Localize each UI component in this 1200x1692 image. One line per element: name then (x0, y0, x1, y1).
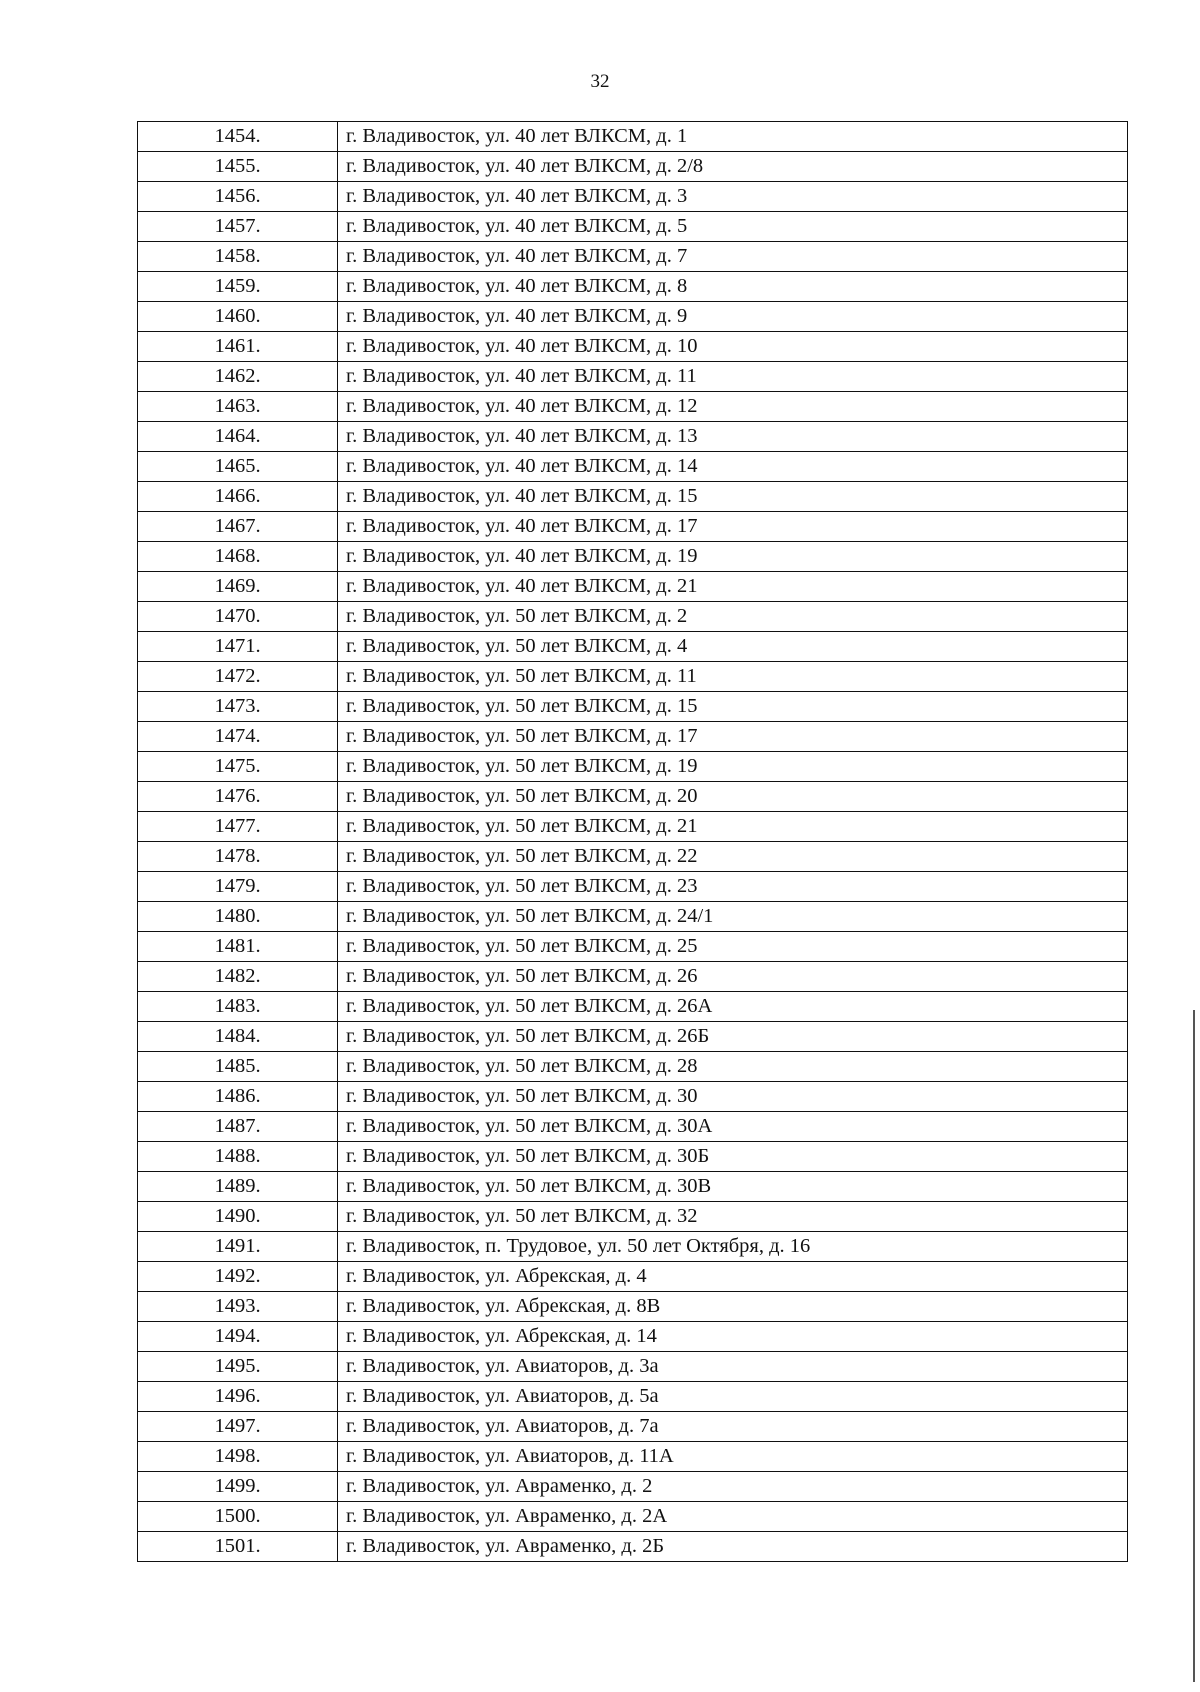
row-number-cell: 1459. (138, 272, 338, 302)
address-cell: г. Владивосток, ул. 50 лет ВЛКСМ, д. 32 (338, 1202, 1128, 1232)
row-number-cell: 1477. (138, 812, 338, 842)
row-number-cell: 1457. (138, 212, 338, 242)
address-cell: г. Владивосток, ул. 50 лет ВЛКСМ, д. 15 (338, 692, 1128, 722)
address-cell: г. Владивосток, ул. 50 лет ВЛКСМ, д. 30А (338, 1112, 1128, 1142)
address-cell: г. Владивосток, ул. 50 лет ВЛКСМ, д. 4 (338, 632, 1128, 662)
address-cell: г. Владивосток, ул. 40 лет ВЛКСМ, д. 3 (338, 182, 1128, 212)
row-number-cell: 1485. (138, 1052, 338, 1082)
row-number-cell: 1464. (138, 422, 338, 452)
address-cell: г. Владивосток, ул. Авиаторов, д. 5а (338, 1382, 1128, 1412)
row-number-cell: 1475. (138, 752, 338, 782)
table-row (138, 1502, 1128, 1532)
row-number-cell: 1471. (138, 632, 338, 662)
address-cell: г. Владивосток, ул. 40 лет ВЛКСМ, д. 14 (338, 452, 1128, 482)
row-number-cell: 1494. (138, 1322, 338, 1352)
table-row (138, 242, 1128, 272)
address-cell: г. Владивосток, ул. Абрекская, д. 4 (338, 1262, 1128, 1292)
row-number-cell: 1481. (138, 932, 338, 962)
row-number-cell: 1454. (138, 122, 338, 152)
row-number-cell: 1463. (138, 392, 338, 422)
table-row (138, 452, 1128, 482)
address-cell: г. Владивосток, ул. Абрекская, д. 8В (338, 1292, 1128, 1322)
address-cell: г. Владивосток, ул. Авиаторов, д. 7а (338, 1412, 1128, 1442)
address-cell: г. Владивосток, п. Трудовое, ул. 50 лет Октября, д. 16 (338, 1232, 1128, 1262)
address-cell: г. Владивосток, ул. 50 лет ВЛКСМ, д. 26А (338, 992, 1128, 1022)
row-number-cell: 1488. (138, 1142, 338, 1172)
table-row (138, 632, 1128, 662)
table-row (138, 1412, 1128, 1442)
page-number: 32 (590, 71, 610, 92)
row-number-cell: 1482. (138, 962, 338, 992)
table-row (138, 1082, 1128, 1112)
table-row (138, 662, 1128, 692)
address-cell: г. Владивосток, ул. 40 лет ВЛКСМ, д. 7 (338, 242, 1128, 272)
table-row (138, 842, 1128, 872)
table-row (138, 422, 1128, 452)
table-row (138, 122, 1128, 152)
row-number-cell: 1472. (138, 662, 338, 692)
address-cell: г. Владивосток, ул. 50 лет ВЛКСМ, д. 2 (338, 602, 1128, 632)
row-number-cell: 1469. (138, 572, 338, 602)
address-cell: г. Владивосток, ул. 50 лет ВЛКСМ, д. 20 (338, 782, 1128, 812)
table-row (138, 962, 1128, 992)
address-cell: г. Владивосток, ул. 40 лет ВЛКСМ, д. 10 (338, 332, 1128, 362)
table-row (138, 1382, 1128, 1412)
address-cell: г. Владивосток, ул. Абрекская, д. 14 (338, 1322, 1128, 1352)
row-number-cell: 1491. (138, 1232, 338, 1262)
table-row (138, 692, 1128, 722)
row-number-cell: 1480. (138, 902, 338, 932)
row-number-cell: 1458. (138, 242, 338, 272)
table-row (138, 1262, 1128, 1292)
row-number-cell: 1499. (138, 1472, 338, 1502)
table-row (138, 1442, 1128, 1472)
table-row (138, 1112, 1128, 1142)
row-number-cell: 1483. (138, 992, 338, 1022)
address-cell: г. Владивосток, ул. 40 лет ВЛКСМ, д. 5 (338, 212, 1128, 242)
row-number-cell: 1487. (138, 1112, 338, 1142)
table-row (138, 152, 1128, 182)
table-row (138, 332, 1128, 362)
table-row (138, 992, 1128, 1022)
row-number-cell: 1479. (138, 872, 338, 902)
row-number-cell: 1497. (138, 1412, 338, 1442)
table-row (138, 302, 1128, 332)
row-number-cell: 1495. (138, 1352, 338, 1382)
table-row (138, 212, 1128, 242)
table-row (138, 1532, 1128, 1562)
address-cell: г. Владивосток, ул. 40 лет ВЛКСМ, д. 15 (338, 482, 1128, 512)
row-number-cell: 1498. (138, 1442, 338, 1472)
address-cell: г. Владивосток, ул. 40 лет ВЛКСМ, д. 19 (338, 542, 1128, 572)
table-row (138, 542, 1128, 572)
address-cell: г. Владивосток, ул. 40 лет ВЛКСМ, д. 17 (338, 512, 1128, 542)
address-table-body (138, 122, 1128, 1562)
address-cell: г. Владивосток, ул. 50 лет ВЛКСМ, д. 26Б (338, 1022, 1128, 1052)
address-cell: г. Владивосток, ул. Авраменко, д. 2Б (338, 1532, 1128, 1562)
row-number-cell: 1462. (138, 362, 338, 392)
table-row (138, 932, 1128, 962)
table-row (138, 1322, 1128, 1352)
address-cell: г. Владивосток, ул. 50 лет ВЛКСМ, д. 30Б (338, 1142, 1128, 1172)
address-cell: г. Владивосток, ул. 40 лет ВЛКСМ, д. 2/8 (338, 152, 1128, 182)
address-cell: г. Владивосток, ул. 40 лет ВЛКСМ, д. 21 (338, 572, 1128, 602)
table-row (138, 782, 1128, 812)
address-cell: г. Владивосток, ул. Авиаторов, д. 3а (338, 1352, 1128, 1382)
address-cell: г. Владивосток, ул. 40 лет ВЛКСМ, д. 1 (338, 122, 1128, 152)
address-cell: г. Владивосток, ул. 40 лет ВЛКСМ, д. 11 (338, 362, 1128, 392)
table-row (138, 272, 1128, 302)
address-cell: г. Владивосток, ул. 50 лет ВЛКСМ, д. 26 (338, 962, 1128, 992)
table-row (138, 1022, 1128, 1052)
address-cell: г. Владивосток, ул. 50 лет ВЛКСМ, д. 11 (338, 662, 1128, 692)
row-number-cell: 1489. (138, 1172, 338, 1202)
row-number-cell: 1496. (138, 1382, 338, 1412)
address-cell: г. Владивосток, ул. 50 лет ВЛКСМ, д. 25 (338, 932, 1128, 962)
table-row (138, 512, 1128, 542)
row-number-cell: 1468. (138, 542, 338, 572)
row-number-cell: 1501. (138, 1532, 338, 1562)
address-cell: г. Владивосток, ул. 40 лет ВЛКСМ, д. 8 (338, 272, 1128, 302)
address-cell: г. Владивосток, ул. 50 лет ВЛКСМ, д. 30 (338, 1082, 1128, 1112)
address-cell: г. Владивосток, ул. Авраменко, д. 2А (338, 1502, 1128, 1532)
row-number-cell: 1467. (138, 512, 338, 542)
address-cell: г. Владивосток, ул. 50 лет ВЛКСМ, д. 17 (338, 722, 1128, 752)
row-number-cell: 1461. (138, 332, 338, 362)
address-cell: г. Владивосток, ул. 50 лет ВЛКСМ, д. 24/1 (338, 902, 1128, 932)
row-number-cell: 1486. (138, 1082, 338, 1112)
address-cell: г. Владивосток, ул. 40 лет ВЛКСМ, д. 12 (338, 392, 1128, 422)
row-number-cell: 1466. (138, 482, 338, 512)
table-row (138, 572, 1128, 602)
row-number-cell: 1473. (138, 692, 338, 722)
row-number-cell: 1470. (138, 602, 338, 632)
address-cell: г. Владивосток, ул. 40 лет ВЛКСМ, д. 13 (338, 422, 1128, 452)
row-number-cell: 1476. (138, 782, 338, 812)
address-cell: г. Владивосток, ул. Авиаторов, д. 11А (338, 1442, 1128, 1472)
table-row (138, 392, 1128, 422)
row-number-cell: 1478. (138, 842, 338, 872)
table-row (138, 722, 1128, 752)
row-number-cell: 1500. (138, 1502, 338, 1532)
address-cell: г. Владивосток, ул. 50 лет ВЛКСМ, д. 21 (338, 812, 1128, 842)
row-number-cell: 1455. (138, 152, 338, 182)
table-row (138, 1202, 1128, 1232)
address-cell: г. Владивосток, ул. 50 лет ВЛКСМ, д. 22 (338, 842, 1128, 872)
table-row (138, 1052, 1128, 1082)
address-cell: г. Владивосток, ул. 40 лет ВЛКСМ, д. 9 (338, 302, 1128, 332)
table-row (138, 1232, 1128, 1262)
table-row (138, 602, 1128, 632)
table-row (138, 752, 1128, 782)
address-cell: г. Владивосток, ул. 50 лет ВЛКСМ, д. 28 (338, 1052, 1128, 1082)
address-cell: г. Владивосток, ул. 50 лет ВЛКСМ, д. 23 (338, 872, 1128, 902)
address-table (137, 121, 1128, 1562)
table-row (138, 812, 1128, 842)
table-row (138, 362, 1128, 392)
table-row (138, 182, 1128, 212)
table-row (138, 902, 1128, 932)
row-number-cell: 1456. (138, 182, 338, 212)
row-number-cell: 1493. (138, 1292, 338, 1322)
table-row (138, 1352, 1128, 1382)
scan-edge-line (1193, 1010, 1195, 1682)
address-cell: г. Владивосток, ул. 50 лет ВЛКСМ, д. 19 (338, 752, 1128, 782)
table-row (138, 872, 1128, 902)
table-row (138, 1472, 1128, 1502)
row-number-cell: 1490. (138, 1202, 338, 1232)
row-number-cell: 1474. (138, 722, 338, 752)
table-row (138, 1292, 1128, 1322)
address-cell: г. Владивосток, ул. Авраменко, д. 2 (338, 1472, 1128, 1502)
row-number-cell: 1492. (138, 1262, 338, 1292)
table-row (138, 482, 1128, 512)
table-row (138, 1172, 1128, 1202)
table-row (138, 1142, 1128, 1172)
row-number-cell: 1465. (138, 452, 338, 482)
row-number-cell: 1484. (138, 1022, 338, 1052)
row-number-cell: 1460. (138, 302, 338, 332)
address-cell: г. Владивосток, ул. 50 лет ВЛКСМ, д. 30В (338, 1172, 1128, 1202)
